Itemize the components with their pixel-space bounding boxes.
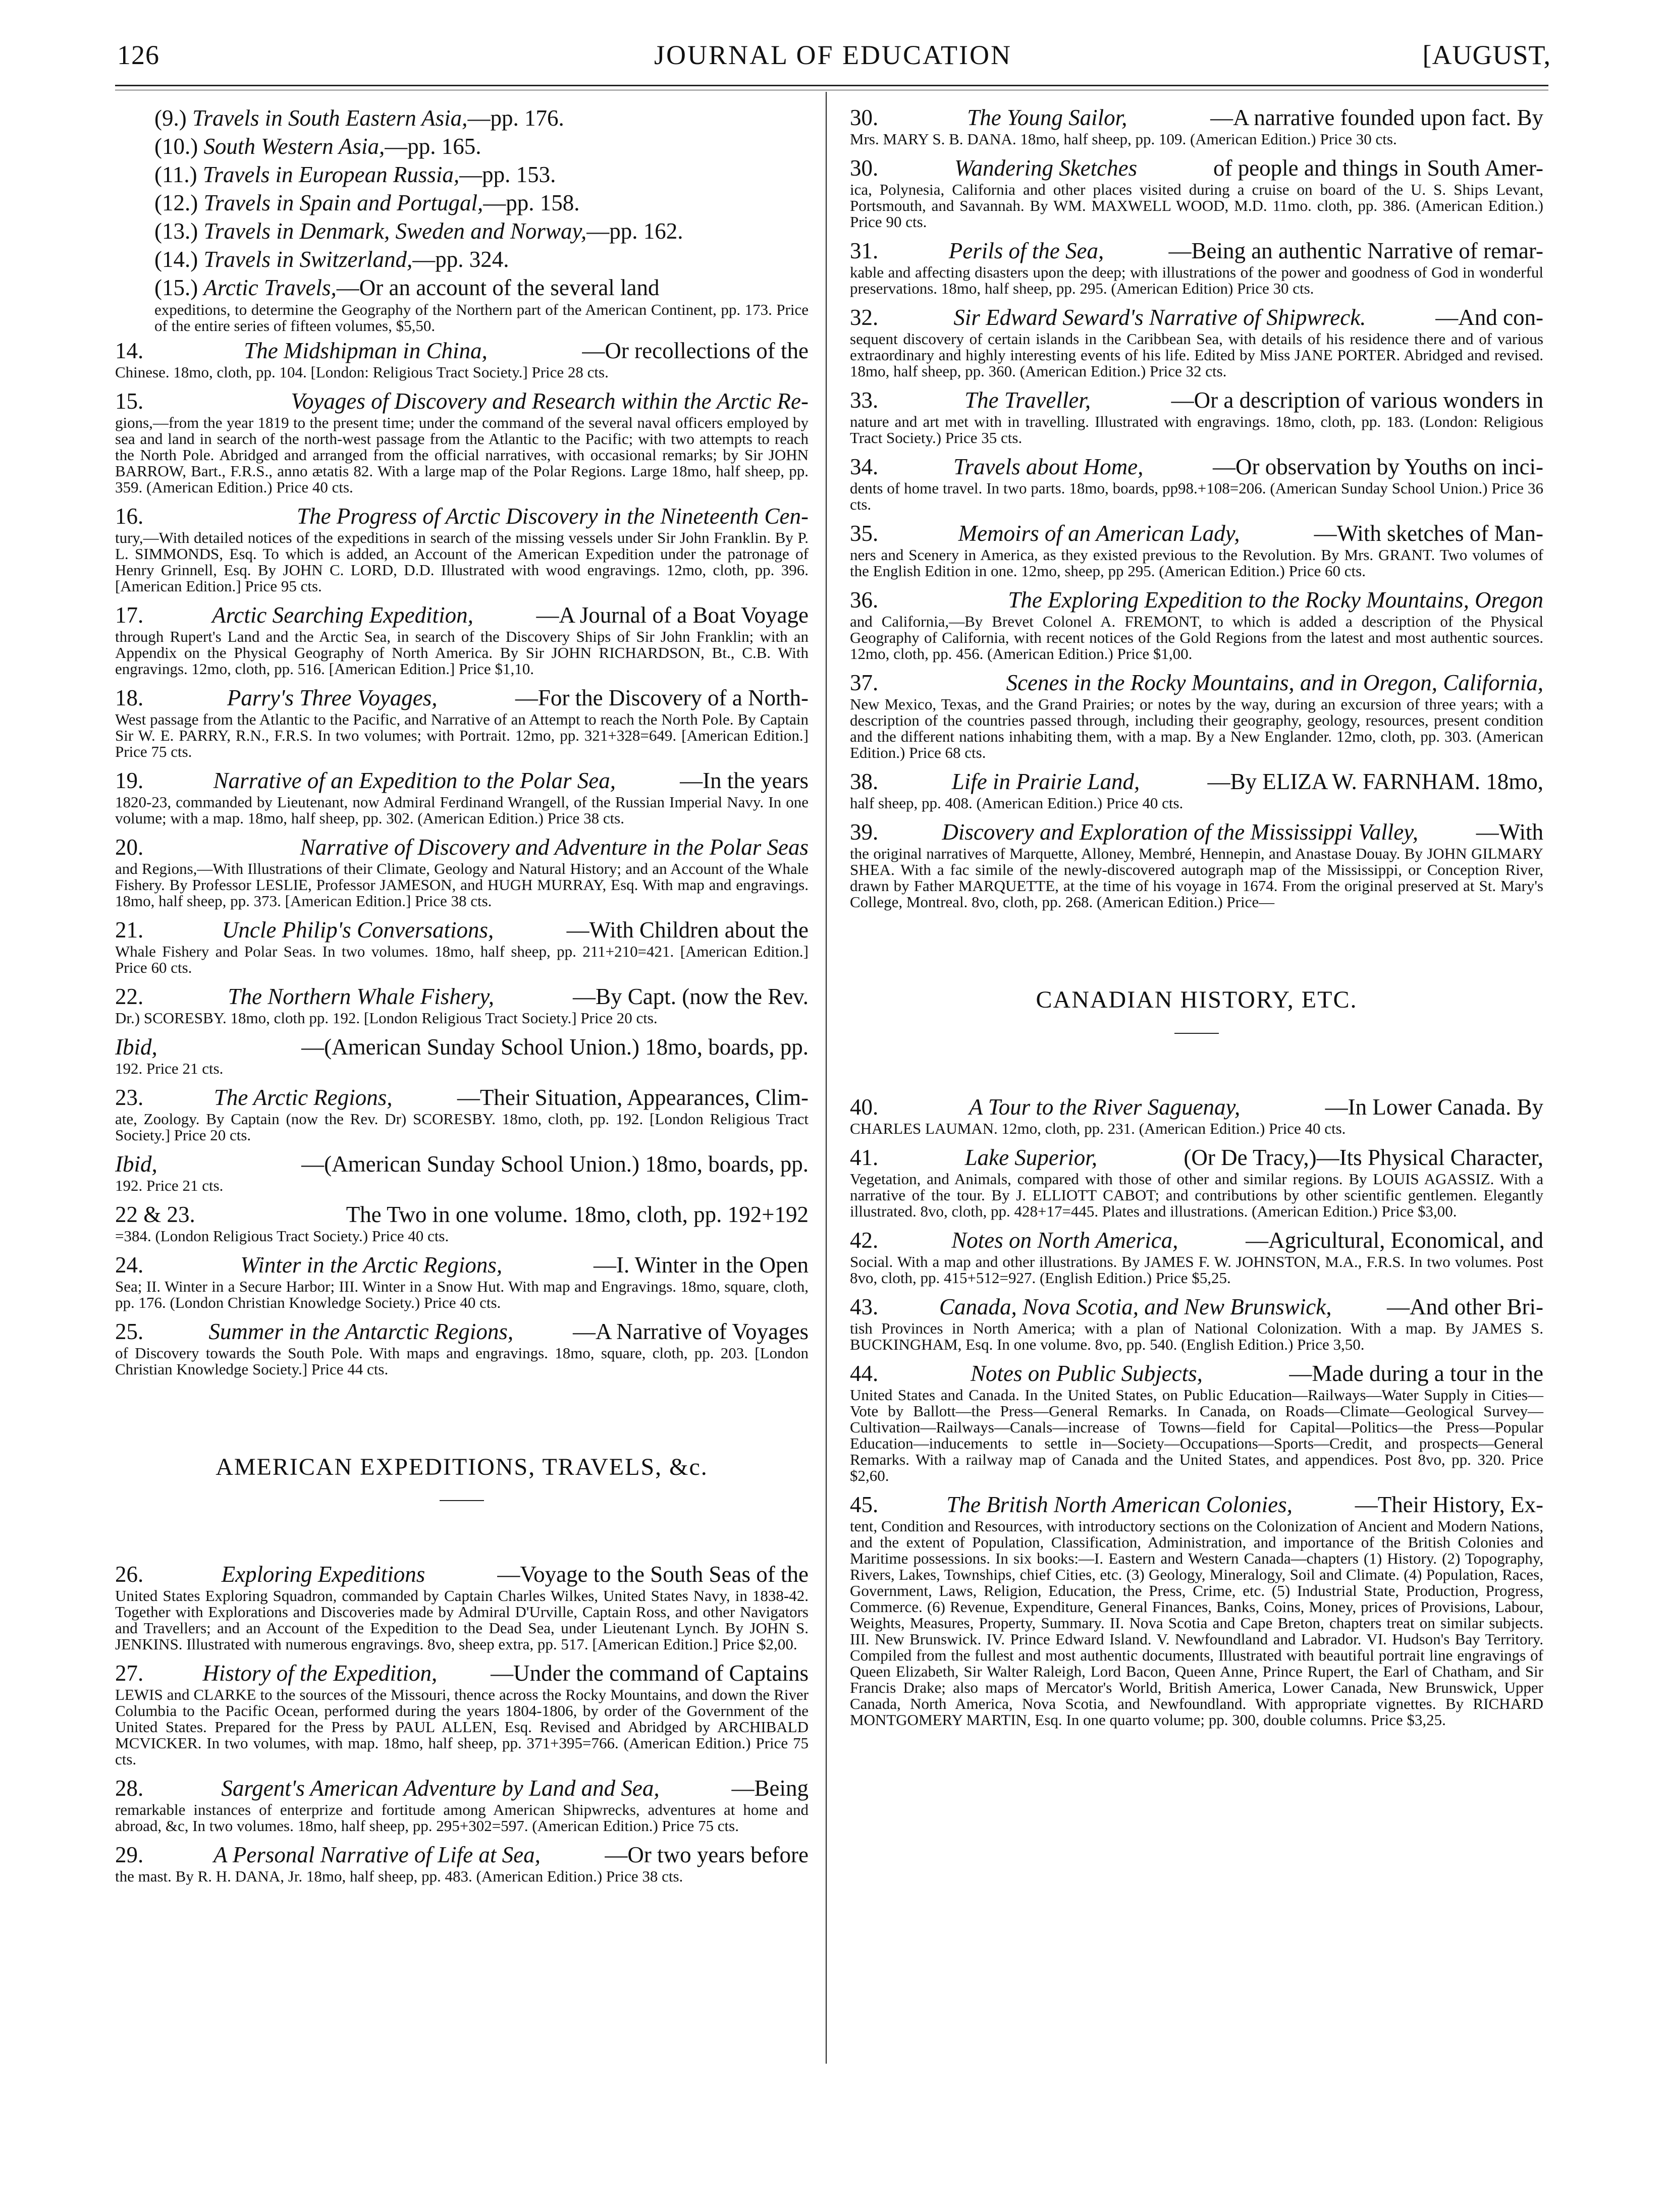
entry-description: —I. Winter in the Open [593,1252,809,1278]
entry-title: History of the Expedition, [202,1661,438,1686]
entry-title: The Exploring Expedition to the Rocky Mountains, Oregon [1008,587,1543,613]
catalogue-entry [115,388,809,495]
entry-first-line [115,1775,809,1802]
sub-entry [115,245,809,273]
entry-number: 43. [850,1294,884,1319]
entry-title: The Northern Whale Fishery, [228,984,494,1009]
catalogue-entry [850,520,1543,579]
entry-details: remarkable instances of enterprize and fortitude among American Shipwrecks, adventures at home and abroad, &c, In two volumes. 18mo, half sheep, pp. 295+302=597. (American Edition.) Price 75 cts. [115,1801,809,1835]
entry-title: Wandering Sketches [954,155,1138,181]
entry-number: 20. [115,835,149,860]
entry-description: —In Lower Canada. By [1325,1094,1543,1120]
catalogue-entry [115,1318,809,1377]
sub-entry-title: Travels in Denmark, Sweden and Norway, [203,218,587,244]
entry-details: the mast. By R. H. DANA, Jr. 18mo, half sheep, pp. 483. (American Edition.) Price 38 cts. [115,1867,683,1885]
entry-number: 25. [115,1319,149,1344]
entry-details: and California,—By Brevet Colonel A. FREMONT, to which is added a description of the Physical Geography of California, with recent notices of the Gold Regions from the latest and most authentic sources. 12mo, cloth, pp. 456. (American Edition.) Price $1,00. [850,613,1543,662]
catalogue-entry [115,916,809,976]
entry-number: 38. [850,769,884,794]
entry-details: Whale Fishery and Polar Seas. In two volumes. 18mo, half sheep, pp. 211+210=421. [American Edition.] Price 60 cts. [115,943,809,976]
entry-number: 30. [850,155,884,181]
entry-description: —Made during a tour in the [1289,1361,1543,1386]
section-heading: AMERICAN EXPEDITIONS, TRAVELS, &c. [216,1454,708,1480]
entry-description: —Or a description of various wonders in [1171,388,1543,413]
entry-details: =384. (London Religious Tract Society.) Price 40 cts. [115,1227,449,1245]
catalogue-entry [115,1841,809,1885]
entry-number: 23. [115,1085,149,1110]
entry-first-line [850,453,1543,480]
entry-first-line [115,1841,809,1868]
entry-title: The Midshipman in China, [244,338,488,363]
entry-description: —Being an authentic Narrative of remar- [1168,238,1543,263]
entry-title: Scenes in the Rocky Mountains, and in Oregon, California, [1006,670,1543,695]
entry-title: A Tour to the River Saguenay, [969,1094,1241,1120]
entry-details: ate, Zoology. By Captain (now the Rev. Dr) SCORESBY. 18mo, cloth, pp. 192. [London Religious Tract Society.] Price 20 cts. [115,1110,809,1144]
entry-first-line [115,1150,809,1178]
sub-entry-pages: —Or an account of the several land [336,275,660,300]
catalogue-entry [115,1033,809,1077]
entry-first-line [115,388,809,415]
entry-first-line [850,1360,1543,1387]
entry-title: A Personal Narrative of Life at Sea, [213,1842,541,1867]
entry-title: Arctic Searching Expedition, [212,602,473,628]
entry-details: nature and art met with in travelling. Illustrated with engravings. 18mo, cloth, pp. 183. (London: Religious Tract Society.) Price 35 cts. [850,413,1543,447]
catalogue-entry [850,818,1543,910]
entry-details: gions,—from the year 1819 to the present time; under the command of the several naval officers employed by sea and land in search of the north-west passage from the Atlantic to the Pacific; with two attempts to reach the North Pole. Abridged and arranged from the official narratives, with occasional remarks; by Sir JOHN BARROW, Bart., F.R.S., anno ætatis 82. With a large map of the Polar Regions. Large 18mo, half sheep, pp. 359. (American Edition.) Price 40 cts. [115,414,809,496]
sub-entry-number: (9.) [154,105,192,131]
entry-title: Discovery and Exploration of the Mississippi Valley, [942,819,1418,845]
entry-number: 41. [850,1145,884,1170]
entry-description: —A Journal of a Boat Voyage [536,602,809,628]
sub-entry [115,273,809,302]
entry-title: The British North American Colonies, [946,1492,1293,1517]
catalogue-entry [115,1775,809,1834]
entry-number: 31. [850,238,884,263]
catalogue-entry [850,669,1543,761]
entry-details: Mrs. MARY S. B. DANA. 18mo, half sheep, pp. 109. (American Edition.) Price 30 cts. [850,130,1397,148]
entry-first-line [850,304,1543,331]
catalogue-entry [850,768,1543,811]
entry-title: Uncle Philip's Conversations, [222,917,494,943]
sub-entry [115,132,809,160]
entry-details: United States Exploring Squadron, commanded by Captain Charles Wilkes, United States Navy, in 1838-42. Together with Explorations and Discoveries made by Admiral D'Urville, Captain Ross, and other Navigators and Travellers; and an Account of the Expedition to the Dead Sea, under Lieutenant Lynch. By JOHN S. JENKINS. Illustrated with numerous engravings. 8vo, sheep extra, pp. 517. [American Edition.] Price $2,00. [115,1587,809,1653]
entry-first-line [850,154,1543,182]
sub-entry [115,217,809,245]
entry-details: dents of home travel. In two parts. 18mo, boards, pp98.+108=206. (American Sunday School Union.) Price 36 cts. [850,479,1543,513]
entry-number: 44. [850,1361,884,1386]
entry-number: 21. [115,917,149,943]
sub-entry-pages: —pp. 165. [385,134,481,159]
sub-entry-title: Travels in European Russia, [202,162,460,187]
entry-details: ica, Polynesia, California and other places visited during a cruise on board of the U. S. Ships Levant, Portsmouth, and Savannah. By WM. MAXWELL WOOD, M.D. 11mo. cloth, pp. 386. (American Edition.) Price 90 cts. [850,181,1543,231]
entry-description: —Voyage to the South Seas of the [497,1562,809,1587]
entry-first-line [850,520,1543,547]
entry-first-line [850,586,1543,614]
entry-details: LEWIS and CLARKE to the sources of the Missouri, thence across the Rocky Mountains, and down the River Columbia to the Pacific Ocean, performed during the years 1804-1806, by order of the Government of the United States. Prepared for the Press by PAUL ALLEN, Esq. Revised and Abridged by ARCHIBALD MCVICKER. In two volumes, with map. 18mo, half sheep, pp. 371+395=766. (American Edition.) Price 75 cts. [115,1686,809,1768]
entry-first-line [850,1144,1543,1171]
entry-details: CHARLES LAUMAN. 12mo, cloth, pp. 231. (American Edition.) Price 40 cts. [850,1120,1346,1137]
entry-title: Sargent's American Adventure by Land and Sea, [221,1776,660,1801]
entry-number: 36. [850,587,884,613]
sub-entry-pages: —pp. 153. [459,162,556,187]
sub-entry-title: Travels in Spain and Portugal, [203,190,483,215]
entry-title: The Young Sailor, [967,105,1127,130]
catalogue-entry [850,1144,1543,1220]
entry-title: Narrative of an Expedition to the Polar Sea, [213,768,616,793]
catalogue-entry [850,453,1543,513]
catalogue-entry [850,386,1543,446]
entry-number: 28. [115,1776,149,1801]
sub-entry [115,189,809,217]
entry-number: 32. [850,305,884,330]
entry-first-line [850,237,1543,264]
sub-entry-title: South Western Asia, [203,134,385,159]
entry-title: Travels about Home, [953,454,1144,479]
entry-title: Winter in the Arctic Regions, [240,1252,503,1278]
sub-entry-pages: —pp. 162. [586,218,683,244]
entry-details: 1820-23, commanded by Lieutenant, now Admiral Ferdinand Wrangell, of the Russian Imperial Navy. In one volume; with a map. 18mo, half sheep, pp. 302. (American Edition.) Price 38 cts. [115,793,809,827]
entry-details: West passage from the Atlantic to the Pacific, and Narrative of an Attempt to reach the North Pole. By Captain Sir W. E. PARRY, R.N., F.R.S. In two volumes; with Portrait. 12mo, pp. 321+328=649. [American Edition.] Price 75 cts. [115,710,809,760]
entry-number: 22. [115,984,149,1009]
entry-first-line [850,1293,1543,1320]
sub-entry-number: (14.) [154,247,204,272]
entry-title: The Traveller, [964,388,1091,413]
entry-description: —In the years [680,768,809,793]
entry-details: ners and Scenery in America, as they existed previous to the Revolution. By Mrs. GRANT. Two volumes of the English Edition in one. 12mo, sheep, pp 295. (American Edition.) Price 60 cts. [850,546,1543,580]
journal-title: JOURNAL OF EDUCATION [654,40,1012,70]
sub-entry-title: Travels in Switzerland, [203,247,413,272]
entry-first-line [115,1318,809,1345]
entry-description: —By ELIZA W. FARNHAM. 18mo, [1207,769,1543,794]
entry-description: —Their History, Ex- [1355,1492,1543,1517]
entry-details: and Regions,—With Illustrations of their Climate, Geology and Natural History; and an Account of the Whale Fishery. By Professor LESLIE, Professor JAMESON, and HUGH MURRAY, Esq. With map and engravings. 18mo, half sheep, pp. 373. [American Edition.] Price 38 cts. [115,860,809,910]
entry-number: 18. [115,685,149,710]
entry-title: The Progress of Arctic Discovery in the Nineteenth Cen- [297,504,809,529]
sub-entry-pages: —pp. 176. [467,105,564,131]
catalogue-entry [115,1150,809,1194]
entry-number: 45. [850,1492,884,1517]
entry-number: 15. [115,389,149,414]
entry-first-line [115,503,809,530]
entry-description: —Agricultural, Economical, and [1246,1228,1543,1253]
sub-entry-number: (13.) [154,218,204,244]
entry-title: The Arctic Regions, [213,1085,393,1110]
entry-details: Chinese. 18mo, cloth, pp. 104. [London: Religious Tract Society.] Price 28 cts. [115,363,609,381]
sub-entry-pages: —pp. 158. [483,190,580,215]
catalogue-entry [115,983,809,1026]
entry-description: —A narrative founded upon fact. By [1210,105,1543,130]
header-rule [115,85,1548,86]
entry-number: 39. [850,819,884,845]
entry-description: —With sketches of Man- [1314,521,1543,546]
entry-title: Parry's Three Voyages, [227,685,438,710]
entry-details: tish Provinces in North America; with a plan of National Colonization. With a map. By JAMES S. BUCKINGHAM, Esq. In one volume. 8vo, pp. 540. (English Edition.) Price 3,50. [850,1319,1543,1353]
entry-first-line [850,386,1543,414]
entry-first-line [115,834,809,861]
catalogue-entry [115,601,809,677]
entry-description: —Or two years before [605,1842,809,1867]
entry-first-line [115,601,809,629]
entry-details: the original narratives of Marquette, Alloney, Membré, Hennepin, and Anastase Douay. By JOHN GILMARY SHEA. With a fac simile of the newly-discovered autograph map of the Mississippi, or Conception River, drawn by Father MARQUETTE, at the time of his voyage in 1674. From the original preserved at St. Mary's College, Montreal. 8vo, cloth, pp. 268. (American Edition.) Price— [850,845,1543,911]
catalogue-entry [850,1491,1543,1728]
entry-description: —Their Situation, Appearances, Clim- [457,1085,809,1110]
sub-entry [115,160,809,189]
entry-details: 192. Price 21 cts. [115,1060,224,1077]
entry-first-line [115,684,809,711]
entry-first-line [850,104,1543,131]
catalogue-entry [850,1093,1543,1137]
entry-number: 40. [850,1094,884,1120]
entry-first-line [850,768,1543,795]
entry-title: Sir Edward Seward's Narrative of Shipwreck. [953,305,1366,330]
entry-number: 37. [850,670,884,695]
entry-description: (Or De Tracy,)—Its Physical Character, [1178,1145,1543,1170]
entry-title: Narrative of Discovery and Adventure in the Polar Seas [300,835,809,860]
entry-number: 17. [115,602,149,628]
entry-first-line [850,1093,1543,1121]
section-rule [440,1500,484,1501]
sub-entry-title: Arctic Travels, [203,275,337,300]
entry-description: —(American Sunday School Union.) 18mo, boards, pp. [301,1034,809,1060]
catalogue-entry [115,1201,809,1244]
entry-number: 16. [115,504,149,529]
entry-title: Memoirs of an American Lady, [958,521,1240,546]
entry-description: —And other Bri- [1387,1294,1543,1319]
sub-entry-details: expeditions, to determine the Geography of the Northern part of the American Continent, pp. 173. Price of the entire series of fifteen volumes, $5,50. [154,301,809,335]
entry-number: 29. [115,1842,149,1867]
entry-description: —Or recollections of the [582,338,809,363]
entry-number: 14. [115,338,149,363]
sub-entry [115,104,809,132]
entry-details: half sheep, pp. 408. (American Edition.) Price 40 cts. [850,794,1184,812]
entry-first-line [115,1201,809,1228]
right-column [850,104,1543,1728]
sub-entry-number: (10.) [154,134,204,159]
entry-description: —With [1476,819,1543,845]
sub-entry-number: (11.) [154,162,203,187]
entry-number: 33. [850,388,884,413]
catalogue-entry [115,1660,809,1767]
entry-title: Notes on Public Subjects, [970,1361,1203,1386]
entry-number: 35. [850,521,884,546]
entry-title: Lake Superior, [964,1145,1098,1170]
entry-title: Life in Prairie Land, [951,769,1140,794]
entry-title: Voyages of Discovery and Research within the Arctic Re- [291,389,809,414]
entry-title: Ibid, [115,1034,157,1060]
sub-entry-number: (12.) [154,190,204,215]
entry-details: Social. With a map and other illustrations. By JAMES F. W. JOHNSTON, M.A., F.R.S. In two volumes. Post 8vo, cloth, pp. 415+512=927. (English Edition.) Price $5,25. [850,1253,1543,1287]
catalogue-entry [850,1360,1543,1484]
section-heading: CANADIAN HISTORY, ETC. [1036,986,1358,1013]
entry-title: Canada, Nova Scotia, and New Brunswick, [939,1294,1332,1319]
catalogue-entry [115,1251,809,1311]
entry-description: —A Narrative of Voyages [573,1319,809,1344]
entry-number: 27. [115,1661,149,1686]
catalogue-entry [115,1561,809,1652]
entry-details: New Mexico, Texas, and the Grand Prairies; or notes by the way, during an excursion of three years; with a description of the countries passed through, including their geography, geology, resources, present condition and the different nations inhabiting them, with a map. By a New Englander. 12mo, cloth, pp. 303. (American Edition.) Price 68 cts. [850,695,1543,761]
entry-number: 22 & 23. [115,1202,201,1227]
entry-first-line [850,669,1543,696]
entry-details: Vegetation, and Animals, compared with those of other and similar regions. By LOUIS AGASSIZ. With a narrative of the tour. By J. ELLIOTT CABOT; and contributions by other scientific gentlemen. Elegantly illustrated. 8vo, cloth, pp. 428+17=445. Plates and illustrations. (American Edition.) Price $3,00. [850,1170,1543,1220]
catalogue-entry [850,1293,1543,1353]
entry-first-line [850,1227,1543,1254]
entry-details: kable and affecting disasters upon the deep; with illustrations of the power and goodness of God in wonderful preservations. 18mo, half sheep, pp. 295. (American Edition) Price 30 cts. [850,263,1543,297]
entry-title: Summer in the Antarctic Regions, [208,1319,514,1344]
entry-description: —With Children about the [566,917,809,943]
entry-first-line [115,1660,809,1687]
entry-number: 26. [115,1562,149,1587]
entry-number: 19. [115,768,149,793]
entry-details: tent, Condition and Resources, with introductory sections on the Colonization of Ancient and Modern Nations, and the extent of Population, Classification, Administration, and importance of the British Colonies and Maritime possessions. In six books:—I. Eastern and Western Canada—chapters (1) History. (2) Topography, Rivers, Lakes, Townships, chief Cities, etc. (3) Geology, Mineralogy, Soil and Climate. (4) Population, Races, Government, Laws, Religion, Education, the Press, Crime, etc. (5) Industrial State, Production, Progress, Commerce. (6) Revenue, Expenditure, General Finances, Banks, Coins, Money, prices of Provisions, Labour, Weights, Measures, Property, Summary. II. Nova Scotia and Cape Breton, chapters treat on similar subjects. III. New Brunswick. IV. Prince Edward Island. V. Newfoundland and Labrador. VI. Hudson's Bay Territory. Compiled from the fullest and most authentic documents, Illustrated with beautiful portrait line engravings of Queen Elizabeth, Sir Walter Raleigh, Lord Bacon, Queen Anne, Prince Rupert, the Earl of Chatham, and Sir Francis Drake; also maps of Mercator's World, British America, Lower Canada, New Brunswick, Upper Canada, North America, Nova Scotia, and Newfoundland. With appropriate vignettes. By RICHARD MONTGOMERY MARTIN, Esq. In one quarto volume; pp. 300, double columns. Price $3,25. [850,1517,1543,1729]
entry-description: —Under the command of Captains [491,1661,809,1686]
catalogue-entry [850,304,1543,379]
entry-title: Ibid, [115,1151,157,1177]
column-divider [826,92,827,2064]
entry-details: Dr.) SCORESBY. 18mo, cloth pp. 192. [London Religious Tract Society.] Price 20 cts. [115,1009,658,1027]
sub-entry-number: (15.) [154,275,204,300]
entry-first-line [115,916,809,944]
entry-title: Notes on North America, [951,1228,1178,1253]
entry-number: 24. [115,1252,149,1278]
entry-number: 42. [850,1228,884,1253]
entry-first-line [115,767,809,794]
catalogue-entry [115,1084,809,1143]
entry-first-line [850,818,1543,846]
page-number: 126 [117,40,159,70]
left-column [115,104,809,1885]
entry-description: —Being [731,1776,809,1801]
entry-description: of people and things in South Amer- [1207,155,1543,181]
catalogue-entry [115,684,809,760]
catalogue-entry [115,834,809,909]
catalogue-entry [115,337,809,380]
entry-number: 30. [850,105,884,130]
entry-description: —By Capt. (now the Rev. [572,984,809,1009]
catalogue-entry [850,104,1543,147]
header-month: [AUGUST, [1422,40,1551,70]
entry-details: through Rupert's Land and the Arctic Sea, in search of the Discovery Ships of Sir John Franklin; with an Appendix on the Physical Geography of North America. By Sir JOHN RICHARDSON, Bt., C.B. With engravings. 12mo, cloth, pp. 516. [American Edition.] Price $1,10. [115,628,809,678]
entry-title: Exploring Expeditions [221,1562,425,1587]
entry-first-line [115,1084,809,1111]
entry-first-line [115,1033,809,1061]
entry-description: —And con- [1435,305,1543,330]
entry-details: 192. Price 21 cts. [115,1177,224,1194]
entry-first-line [115,983,809,1010]
catalogue-entry [115,503,809,594]
entry-description: —(American Sunday School Union.) 18mo, boards, pp. [301,1151,809,1177]
entry-first-line [115,337,809,364]
entry-first-line [115,1561,809,1588]
catalogue-entry [850,237,1543,297]
entry-number: 34. [850,454,884,479]
entry-details: sequent discovery of certain islands in the Caribbean Sea, with details of his residence there and of various extraordinary and highly interesting events of his life. Edited by Miss JANE PORTER. Abridged and revised. 18mo, half sheep, pp. 360. (American Edition.) Price 32 cts. [850,330,1543,380]
entry-description: The Two in one volume. 18mo, cloth, pp. 192+192 [346,1202,809,1227]
entry-details: tury,—With detailed notices of the expeditions in search of the missing vessels under Sir John Franklin. By P. L. SIMMONDS, Esq. To which is added, an Account of the American Expedition under the patronage of Henry Grinnell, Esq. By JOHN C. LORD, D.D. Illustrated with wood engravings. 12mo, cloth, pp. 396. [American Edition.] Price 95 cts. [115,529,809,595]
section-rule [1174,1033,1219,1034]
entry-first-line [115,1251,809,1279]
catalogue-entry [850,586,1543,662]
entry-description: —Or observation by Youths on inci- [1213,454,1543,479]
entry-details: Sea; II. Winter in a Secure Harbor; III. Winter in a Snow Hut. With map and Engravings. 18mo, square, cloth, pp. 176. (London Christian Knowledge Society.) Price 40 cts. [115,1278,809,1311]
catalogue-entry [115,767,809,826]
entry-details: United States and Canada. In the United States, on Public Education—Railways—Water Supply in Cities—Vote by Ballott—the Press—General Remarks. In Canada, on Roads—Climate—Geological Survey—Cultivation—Railways—Canals—increase of Towns—field for Capital—Politics—the Press—Popular Education—inducements to settle in—Society—Occupations—Sports—Credit, and prospects—General Remarks. With a railway map of Canada and the United States, and appendices. Post 8vo, pp. 320. Price $2,60. [850,1386,1543,1484]
sub-entry-title: Travels in South Eastern Asia, [192,105,468,131]
entry-title: Perils of the Sea, [948,238,1104,263]
catalogue-entry [850,154,1543,230]
entry-details: of Discovery towards the South Pole. With maps and engravings. 18mo, square, cloth, pp. 203. [London Christian Knowledge Society.] Price 44 cts. [115,1344,809,1378]
entry-first-line [850,1491,1543,1518]
entry-description: —For the Discovery of a North- [515,685,809,710]
sub-entry-pages: —pp. 324. [412,247,509,272]
catalogue-entry [850,1227,1543,1286]
